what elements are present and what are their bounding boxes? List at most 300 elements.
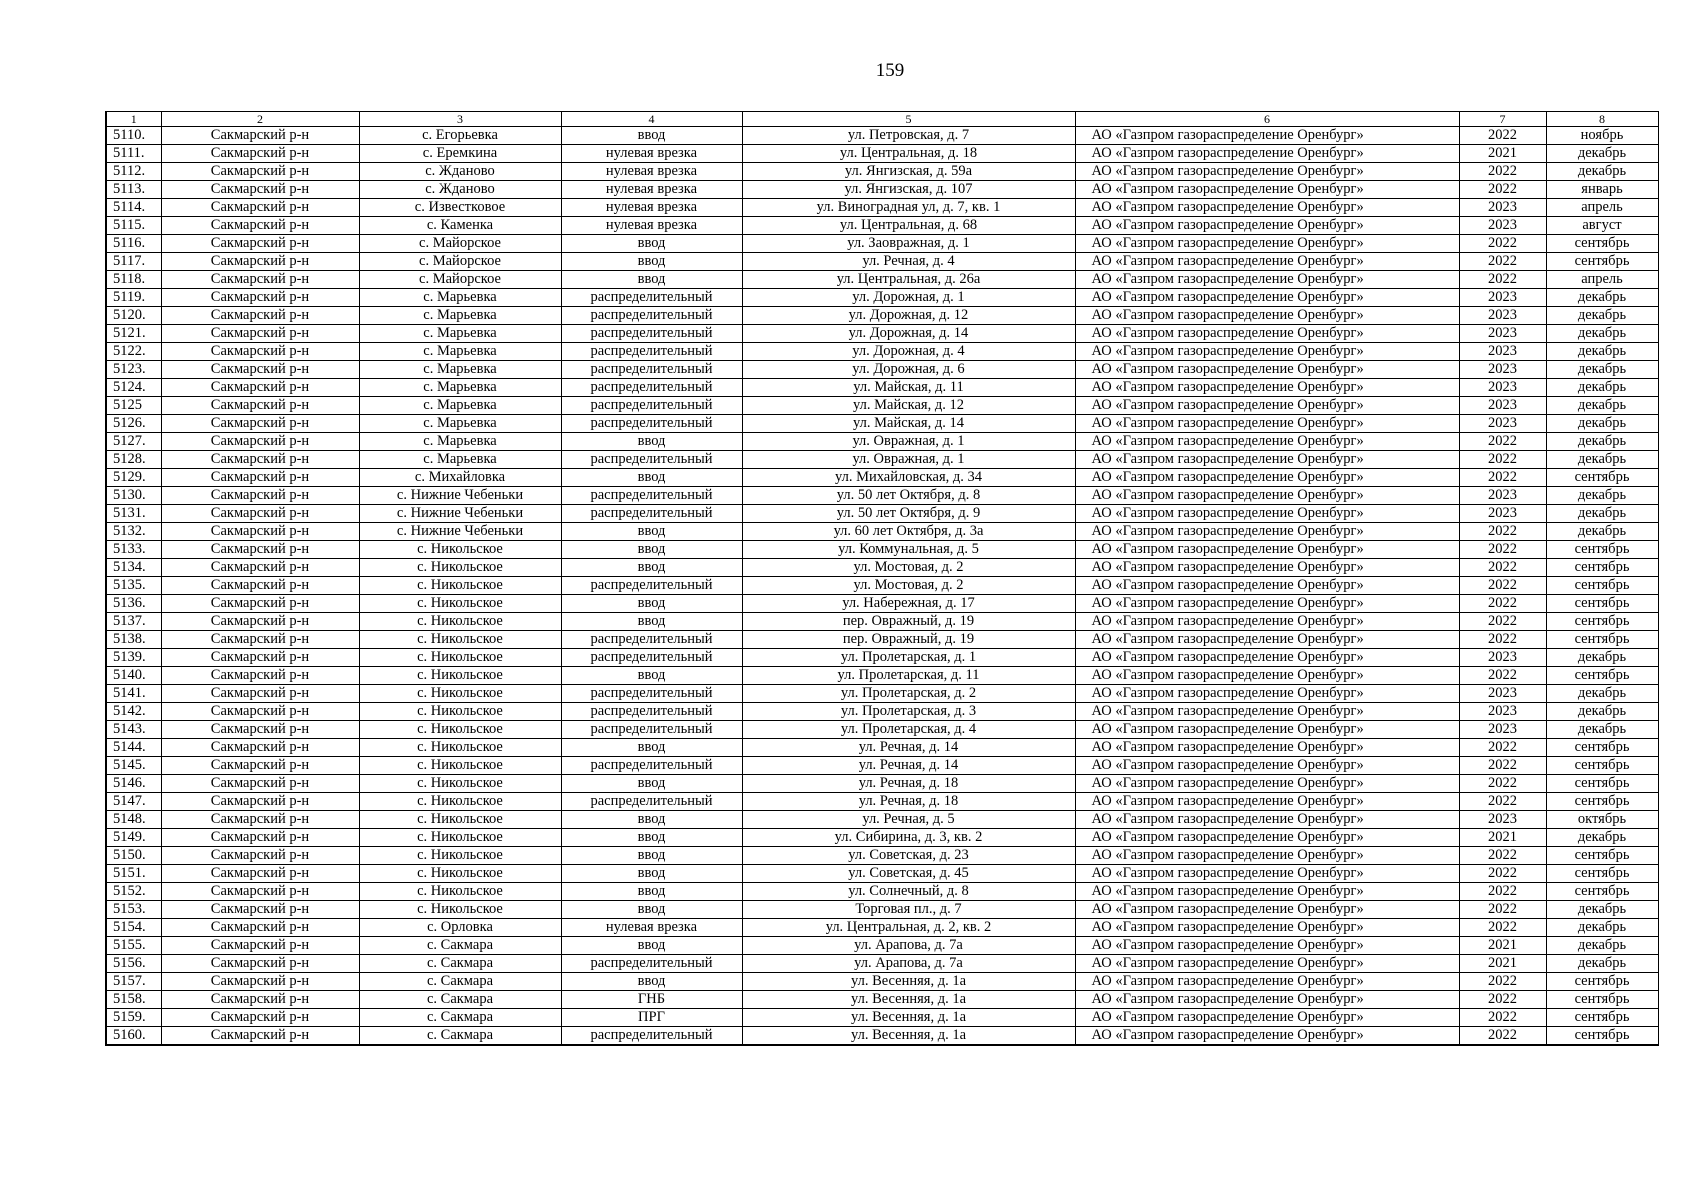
row-number-cell: 5159. (106, 1009, 161, 1027)
settlement-cell: с. Михайловка (359, 469, 561, 487)
year-cell: 2021 (1459, 829, 1546, 847)
work-type-cell: распределительный (561, 343, 742, 361)
address-cell: ул. Речная, д. 5 (742, 811, 1075, 829)
settlement-cell: с. Жданово (359, 181, 561, 199)
district-cell: Сакмарский р-н (161, 595, 359, 613)
year-cell: 2023 (1459, 325, 1546, 343)
table-row (106, 775, 1658, 793)
settlement-cell: с. Никольское (359, 775, 561, 793)
settlement-cell: с. Никольское (359, 541, 561, 559)
address-cell: ул. Янгизская, д. 59а (742, 163, 1075, 181)
table-row (106, 541, 1658, 559)
work-type-cell: распределительный (561, 577, 742, 595)
settlement-cell: с. Марьевка (359, 307, 561, 325)
month-cell: сентябрь (1546, 595, 1658, 613)
settlement-cell: с. Никольское (359, 649, 561, 667)
work-type-cell: ввод (561, 235, 742, 253)
address-cell: ул. Коммунальная, д. 5 (742, 541, 1075, 559)
district-cell: Сакмарский р-н (161, 883, 359, 901)
settlement-cell: с. Орловка (359, 919, 561, 937)
district-cell: Сакмарский р-н (161, 307, 359, 325)
work-type-cell: распределительный (561, 415, 742, 433)
month-cell: сентябрь (1546, 847, 1658, 865)
year-cell: 2021 (1459, 955, 1546, 973)
organization-cell: АО «Газпром газораспределение Оренбург» (1075, 289, 1459, 307)
month-cell: сентябрь (1546, 775, 1658, 793)
month-cell: декабрь (1546, 721, 1658, 739)
address-cell: ул. Мостовая, д. 2 (742, 559, 1075, 577)
organization-cell: АО «Газпром газораспределение Оренбург» (1075, 811, 1459, 829)
month-cell: сентябрь (1546, 469, 1658, 487)
work-type-cell: распределительный (561, 505, 742, 523)
address-cell: ул. Янгизская, д. 107 (742, 181, 1075, 199)
organization-cell: АО «Газпром газораспределение Оренбург» (1075, 325, 1459, 343)
month-cell: сентябрь (1546, 235, 1658, 253)
row-number-cell: 5124. (106, 379, 161, 397)
organization-cell: АО «Газпром газораспределение Оренбург» (1075, 973, 1459, 991)
settlement-cell: с. Каменка (359, 217, 561, 235)
district-cell: Сакмарский р-н (161, 703, 359, 721)
work-type-cell: ввод (561, 667, 742, 685)
address-cell: ул. Арапова, д. 7а (742, 937, 1075, 955)
year-cell: 2023 (1459, 721, 1546, 739)
settlement-cell: с. Никольское (359, 829, 561, 847)
work-type-cell: распределительный (561, 685, 742, 703)
table-row (106, 253, 1658, 271)
settlement-cell: с. Никольское (359, 595, 561, 613)
year-cell: 2022 (1459, 739, 1546, 757)
organization-cell: АО «Газпром газораспределение Оренбург» (1075, 541, 1459, 559)
address-cell: ул. Заовражная, д. 1 (742, 235, 1075, 253)
district-cell: Сакмарский р-н (161, 973, 359, 991)
year-cell: 2023 (1459, 505, 1546, 523)
table-row (106, 451, 1658, 469)
year-cell: 2022 (1459, 973, 1546, 991)
organization-cell: АО «Газпром газораспределение Оренбург» (1075, 703, 1459, 721)
work-type-cell: нулевая врезка (561, 181, 742, 199)
district-cell: Сакмарский р-н (161, 361, 359, 379)
row-number-cell: 5111. (106, 145, 161, 163)
table-row (106, 559, 1658, 577)
year-cell: 2022 (1459, 541, 1546, 559)
address-cell: ул. Речная, д. 14 (742, 739, 1075, 757)
district-cell: Сакмарский р-н (161, 649, 359, 667)
year-cell: 2022 (1459, 559, 1546, 577)
row-number-cell: 5147. (106, 793, 161, 811)
settlement-cell: с. Никольское (359, 577, 561, 595)
settlement-cell: с. Никольское (359, 667, 561, 685)
work-type-cell: ввод (561, 469, 742, 487)
work-type-cell: ввод (561, 559, 742, 577)
settlement-cell: с. Никольское (359, 901, 561, 919)
settlement-cell: с. Никольское (359, 703, 561, 721)
address-cell: ул. Центральная, д. 26а (742, 271, 1075, 289)
year-cell: 2023 (1459, 397, 1546, 415)
month-cell: сентябрь (1546, 757, 1658, 775)
month-cell: декабрь (1546, 829, 1658, 847)
table-row (106, 829, 1658, 847)
row-number-cell: 5155. (106, 937, 161, 955)
column-header-5: 5 (742, 112, 1075, 127)
month-cell: сентябрь (1546, 739, 1658, 757)
address-cell: ул. Петровская, д. 7 (742, 127, 1075, 145)
organization-cell: АО «Газпром газораспределение Оренбург» (1075, 721, 1459, 739)
settlement-cell: с. Никольское (359, 559, 561, 577)
address-cell: ул. Центральная, д. 18 (742, 145, 1075, 163)
table-row (106, 631, 1658, 649)
district-cell: Сакмарский р-н (161, 667, 359, 685)
table-row (106, 883, 1658, 901)
year-cell: 2022 (1459, 469, 1546, 487)
district-cell: Сакмарский р-н (161, 811, 359, 829)
month-cell: сентябрь (1546, 1027, 1658, 1046)
year-cell: 2022 (1459, 451, 1546, 469)
settlement-cell: с. Егорьевка (359, 127, 561, 145)
row-number-cell: 5121. (106, 325, 161, 343)
month-cell: август (1546, 217, 1658, 235)
month-cell: декабрь (1546, 649, 1658, 667)
district-cell: Сакмарский р-н (161, 199, 359, 217)
organization-cell: АО «Газпром газораспределение Оренбург» (1075, 235, 1459, 253)
address-cell: ул. Набережная, д. 17 (742, 595, 1075, 613)
work-type-cell: распределительный (561, 793, 742, 811)
year-cell: 2022 (1459, 235, 1546, 253)
organization-cell: АО «Газпром газораспределение Оренбург» (1075, 127, 1459, 145)
row-number-cell: 5144. (106, 739, 161, 757)
settlement-cell: с. Марьевка (359, 451, 561, 469)
row-number-cell: 5153. (106, 901, 161, 919)
row-number-cell: 5120. (106, 307, 161, 325)
table-row (106, 307, 1658, 325)
settlement-cell: с. Майорское (359, 253, 561, 271)
district-cell: Сакмарский р-н (161, 955, 359, 973)
district-cell: Сакмарский р-н (161, 541, 359, 559)
row-number-cell: 5132. (106, 523, 161, 541)
settlement-cell: с. Никольское (359, 847, 561, 865)
district-cell: Сакмарский р-н (161, 775, 359, 793)
address-cell: ул. Дорожная, д. 4 (742, 343, 1075, 361)
address-cell: ул. Сибирина, д. 3, кв. 2 (742, 829, 1075, 847)
table-row (106, 595, 1658, 613)
organization-cell: АО «Газпром газораспределение Оренбург» (1075, 757, 1459, 775)
organization-cell: АО «Газпром газораспределение Оренбург» (1075, 379, 1459, 397)
organization-cell: АО «Газпром газораспределение Оренбург» (1075, 1009, 1459, 1027)
address-cell: ул. Михайловская, д. 34 (742, 469, 1075, 487)
work-type-cell: распределительный (561, 631, 742, 649)
settlement-cell: с. Нижние Чебеньки (359, 505, 561, 523)
organization-cell: АО «Газпром газораспределение Оренбург» (1075, 775, 1459, 793)
year-cell: 2021 (1459, 145, 1546, 163)
settlement-cell: с. Известковое (359, 199, 561, 217)
district-cell: Сакмарский р-н (161, 613, 359, 631)
month-cell: сентябрь (1546, 559, 1658, 577)
row-number-cell: 5118. (106, 271, 161, 289)
table-row (106, 703, 1658, 721)
district-cell: Сакмарский р-н (161, 919, 359, 937)
organization-cell: АО «Газпром газораспределение Оренбург» (1075, 865, 1459, 883)
settlement-cell: с. Никольское (359, 685, 561, 703)
address-cell: ул. 50 лет Октября, д. 8 (742, 487, 1075, 505)
year-cell: 2023 (1459, 649, 1546, 667)
settlement-cell: с. Сакмара (359, 991, 561, 1009)
address-cell: ул. Весенняя, д. 1а (742, 973, 1075, 991)
year-cell: 2022 (1459, 757, 1546, 775)
district-cell: Сакмарский р-н (161, 1009, 359, 1027)
work-type-cell: ввод (561, 883, 742, 901)
organization-cell: АО «Газпром газораспределение Оренбург» (1075, 991, 1459, 1009)
column-header-3: 3 (359, 112, 561, 127)
settlement-cell: с. Нижние Чебеньки (359, 487, 561, 505)
address-cell: ул. Пролетарская, д. 1 (742, 649, 1075, 667)
row-number-cell: 5151. (106, 865, 161, 883)
work-type-cell: ввод (561, 613, 742, 631)
work-type-cell: распределительный (561, 307, 742, 325)
month-cell: декабрь (1546, 145, 1658, 163)
settlement-cell: с. Марьевка (359, 361, 561, 379)
year-cell: 2022 (1459, 181, 1546, 199)
month-cell: декабрь (1546, 487, 1658, 505)
organization-cell: АО «Газпром газораспределение Оренбург» (1075, 577, 1459, 595)
table-row (106, 721, 1658, 739)
table-row (106, 523, 1658, 541)
district-cell: Сакмарский р-н (161, 685, 359, 703)
month-cell: сентябрь (1546, 991, 1658, 1009)
address-cell: ул. Майская, д. 14 (742, 415, 1075, 433)
district-cell: Сакмарский р-н (161, 901, 359, 919)
row-number-cell: 5141. (106, 685, 161, 703)
work-type-cell: ввод (561, 973, 742, 991)
month-cell: сентябрь (1546, 577, 1658, 595)
row-number-cell: 5127. (106, 433, 161, 451)
organization-cell: АО «Газпром газораспределение Оренбург» (1075, 487, 1459, 505)
table-row (106, 649, 1658, 667)
table-row (106, 145, 1658, 163)
year-cell: 2022 (1459, 667, 1546, 685)
row-number-cell: 5110. (106, 127, 161, 145)
row-number-cell: 5134. (106, 559, 161, 577)
row-number-cell: 5145. (106, 757, 161, 775)
table-header-row (106, 112, 1658, 127)
organization-cell: АО «Газпром газораспределение Оренбург» (1075, 685, 1459, 703)
month-cell: декабрь (1546, 361, 1658, 379)
address-cell: ул. Дорожная, д. 1 (742, 289, 1075, 307)
address-cell: ул. Речная, д. 18 (742, 775, 1075, 793)
table-row (106, 289, 1658, 307)
month-cell: декабрь (1546, 685, 1658, 703)
district-cell: Сакмарский р-н (161, 415, 359, 433)
address-cell: ул. Весенняя, д. 1а (742, 1009, 1075, 1027)
table-row (106, 1027, 1658, 1046)
column-header-2: 2 (161, 112, 359, 127)
work-type-cell: ввод (561, 595, 742, 613)
row-number-cell: 5129. (106, 469, 161, 487)
settlement-cell: с. Никольское (359, 811, 561, 829)
district-cell: Сакмарский р-н (161, 739, 359, 757)
address-cell: ул. Весенняя, д. 1а (742, 991, 1075, 1009)
row-number-cell: 5140. (106, 667, 161, 685)
year-cell: 2023 (1459, 289, 1546, 307)
settlement-cell: с. Никольское (359, 613, 561, 631)
table-row (106, 901, 1658, 919)
month-cell: декабрь (1546, 433, 1658, 451)
organization-cell: АО «Газпром газораспределение Оренбург» (1075, 181, 1459, 199)
organization-cell: АО «Газпром газораспределение Оренбург» (1075, 1027, 1459, 1046)
year-cell: 2021 (1459, 937, 1546, 955)
year-cell: 2022 (1459, 775, 1546, 793)
row-number-cell: 5149. (106, 829, 161, 847)
address-cell: ул. Дорожная, д. 14 (742, 325, 1075, 343)
district-cell: Сакмарский р-н (161, 451, 359, 469)
organization-cell: АО «Газпром газораспределение Оренбург» (1075, 199, 1459, 217)
table-row (106, 361, 1658, 379)
month-cell: декабрь (1546, 289, 1658, 307)
district-cell: Сакмарский р-н (161, 721, 359, 739)
column-header-4: 4 (561, 112, 742, 127)
organization-cell: АО «Газпром газораспределение Оренбург» (1075, 451, 1459, 469)
address-cell: пер. Овражный, д. 19 (742, 613, 1075, 631)
settlement-cell: с. Сакмара (359, 955, 561, 973)
address-cell: ул. Дорожная, д. 12 (742, 307, 1075, 325)
district-cell: Сакмарский р-н (161, 163, 359, 181)
year-cell: 2023 (1459, 217, 1546, 235)
settlement-cell: с. Никольское (359, 757, 561, 775)
settlement-cell: с. Марьевка (359, 343, 561, 361)
work-type-cell: распределительный (561, 397, 742, 415)
row-number-cell: 5139. (106, 649, 161, 667)
table-row (106, 199, 1658, 217)
table-row (106, 217, 1658, 235)
row-number-cell: 5130. (106, 487, 161, 505)
settlement-cell: с. Никольское (359, 631, 561, 649)
month-cell: сентябрь (1546, 541, 1658, 559)
year-cell: 2023 (1459, 307, 1546, 325)
address-cell: ул. Речная, д. 14 (742, 757, 1075, 775)
row-number-cell: 5150. (106, 847, 161, 865)
row-number-cell: 5146. (106, 775, 161, 793)
column-header-7: 7 (1459, 112, 1546, 127)
row-number-cell: 5125 (106, 397, 161, 415)
month-cell: декабрь (1546, 163, 1658, 181)
year-cell: 2022 (1459, 523, 1546, 541)
row-number-cell: 5160. (106, 1027, 161, 1046)
address-cell: ул. Советская, д. 45 (742, 865, 1075, 883)
district-cell: Сакмарский р-н (161, 433, 359, 451)
table-row (106, 973, 1658, 991)
table-row (106, 685, 1658, 703)
month-cell: апрель (1546, 271, 1658, 289)
address-cell: ул. Овражная, д. 1 (742, 433, 1075, 451)
month-cell: апрель (1546, 199, 1658, 217)
work-type-cell: ввод (561, 901, 742, 919)
work-type-cell: нулевая врезка (561, 163, 742, 181)
row-number-cell: 5119. (106, 289, 161, 307)
settlement-cell: с. Никольское (359, 793, 561, 811)
year-cell: 2023 (1459, 343, 1546, 361)
year-cell: 2022 (1459, 991, 1546, 1009)
table-row (106, 865, 1658, 883)
district-cell: Сакмарский р-н (161, 757, 359, 775)
address-cell: ул. Пролетарская, д. 2 (742, 685, 1075, 703)
work-type-cell: ввод (561, 127, 742, 145)
table-row (106, 271, 1658, 289)
organization-cell: АО «Газпром газораспределение Оренбург» (1075, 343, 1459, 361)
district-cell: Сакмарский р-н (161, 325, 359, 343)
district-cell: Сакмарский р-н (161, 1027, 359, 1046)
month-cell: декабрь (1546, 397, 1658, 415)
year-cell: 2022 (1459, 901, 1546, 919)
month-cell: декабрь (1546, 379, 1658, 397)
work-type-cell: ввод (561, 253, 742, 271)
work-type-cell: ввод (561, 847, 742, 865)
organization-cell: АО «Газпром газораспределение Оренбург» (1075, 649, 1459, 667)
district-cell: Сакмарский р-н (161, 559, 359, 577)
organization-cell: АО «Газпром газораспределение Оренбург» (1075, 433, 1459, 451)
district-cell: Сакмарский р-н (161, 127, 359, 145)
work-type-cell: ввод (561, 865, 742, 883)
organization-cell: АО «Газпром газораспределение Оренбург» (1075, 523, 1459, 541)
address-cell: пер. Овражный, д. 19 (742, 631, 1075, 649)
district-cell: Сакмарский р-н (161, 487, 359, 505)
settlement-cell: с. Марьевка (359, 379, 561, 397)
work-type-cell: ввод (561, 937, 742, 955)
district-cell: Сакмарский р-н (161, 379, 359, 397)
table-row (106, 739, 1658, 757)
month-cell: сентябрь (1546, 1009, 1658, 1027)
settlement-cell: с. Никольское (359, 721, 561, 739)
district-cell: Сакмарский р-н (161, 145, 359, 163)
district-cell: Сакмарский р-н (161, 793, 359, 811)
table-row (106, 1009, 1658, 1027)
work-type-cell: нулевая врезка (561, 217, 742, 235)
year-cell: 2022 (1459, 613, 1546, 631)
district-cell: Сакмарский р-н (161, 937, 359, 955)
address-cell: ул. Пролетарская, д. 4 (742, 721, 1075, 739)
settlement-cell: с. Никольское (359, 865, 561, 883)
month-cell: декабрь (1546, 955, 1658, 973)
month-cell: сентябрь (1546, 613, 1658, 631)
row-number-cell: 5117. (106, 253, 161, 271)
district-cell: Сакмарский р-н (161, 847, 359, 865)
data-table (105, 111, 1659, 1046)
work-type-cell: ввод (561, 433, 742, 451)
address-cell: ул. Пролетарская, д. 11 (742, 667, 1075, 685)
row-number-cell: 5116. (106, 235, 161, 253)
organization-cell: АО «Газпром газораспределение Оренбург» (1075, 829, 1459, 847)
work-type-cell: распределительный (561, 451, 742, 469)
month-cell: декабрь (1546, 919, 1658, 937)
year-cell: 2022 (1459, 865, 1546, 883)
month-cell: октябрь (1546, 811, 1658, 829)
work-type-cell: нулевая врезка (561, 199, 742, 217)
district-cell: Сакмарский р-н (161, 235, 359, 253)
settlement-cell: с. Никольское (359, 883, 561, 901)
work-type-cell: распределительный (561, 649, 742, 667)
work-type-cell: распределительный (561, 757, 742, 775)
row-number-cell: 5112. (106, 163, 161, 181)
year-cell: 2022 (1459, 883, 1546, 901)
row-number-cell: 5148. (106, 811, 161, 829)
address-cell: ул. Дорожная, д. 6 (742, 361, 1075, 379)
settlement-cell: с. Марьевка (359, 289, 561, 307)
address-cell: ул. Майская, д. 12 (742, 397, 1075, 415)
table-row (106, 613, 1658, 631)
month-cell: декабрь (1546, 307, 1658, 325)
row-number-cell: 5131. (106, 505, 161, 523)
month-cell: сентябрь (1546, 253, 1658, 271)
year-cell: 2022 (1459, 847, 1546, 865)
work-type-cell: распределительный (561, 721, 742, 739)
year-cell: 2023 (1459, 685, 1546, 703)
